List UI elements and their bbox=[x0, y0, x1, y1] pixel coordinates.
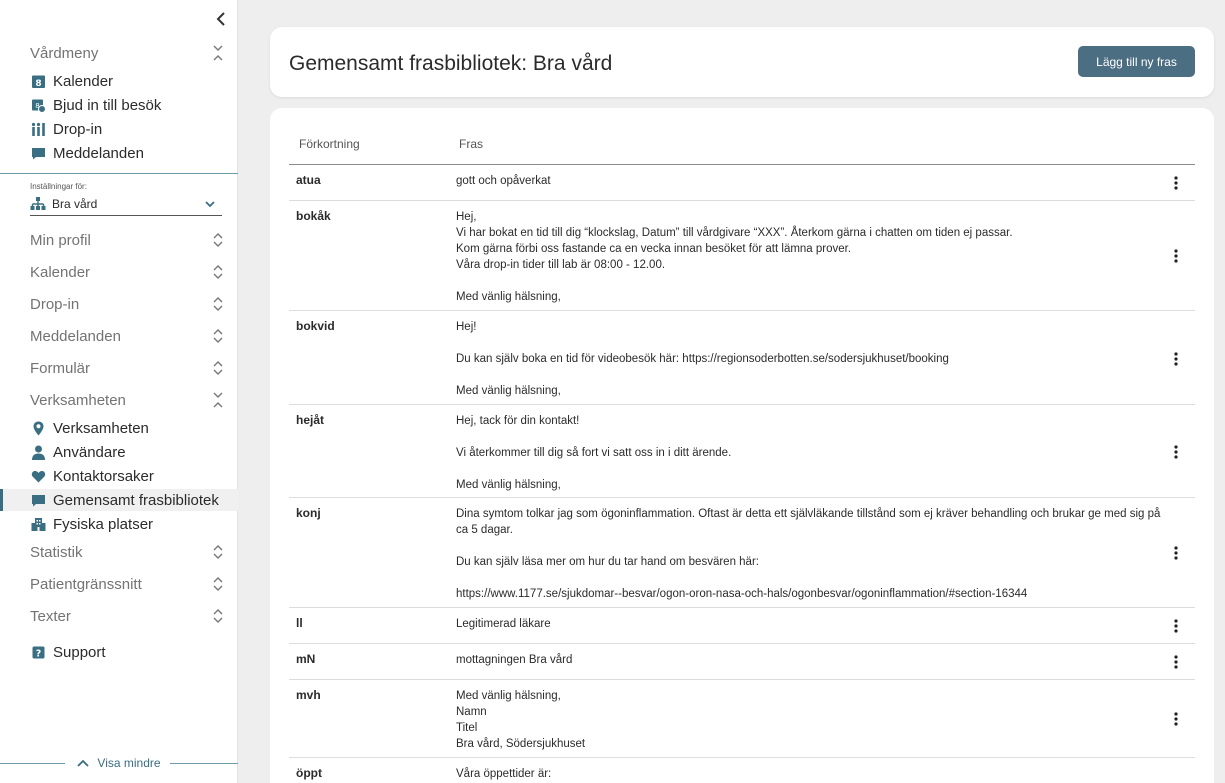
expand-chevron-icon bbox=[212, 264, 224, 280]
section-vardmeny[interactable] bbox=[30, 42, 224, 64]
nav-support-label: Support bbox=[53, 643, 106, 661]
org-tree-icon bbox=[30, 197, 46, 211]
section-texter[interactable] bbox=[30, 605, 224, 627]
nav-bjud-in[interactable] bbox=[30, 94, 161, 116]
nav-fysiska-platser-label: Fysiska platser bbox=[53, 515, 154, 533]
phrase-line bbox=[456, 273, 1168, 289]
nav-kontaktorsaker[interactable] bbox=[30, 465, 154, 487]
building-icon bbox=[30, 516, 46, 532]
row-phrase bbox=[456, 209, 1168, 305]
svg-text:8: 8 bbox=[34, 78, 42, 89]
row-abbreviation: öppt bbox=[296, 766, 322, 780]
more-options-icon[interactable] bbox=[1171, 711, 1181, 727]
chevron-down-icon bbox=[204, 198, 216, 210]
row-abbreviation: hejåt bbox=[296, 413, 325, 427]
phrase-line: Du kan själv boka en tid för videobesök här: https://regionsoderbotten.se/sodersjukhuset/booking bbox=[456, 353, 949, 365]
phrase-line: Hej, tack för din kontakt! bbox=[456, 415, 580, 427]
more-options-icon[interactable] bbox=[1171, 545, 1181, 561]
nav-gemensamt-frasbibliotek[interactable] bbox=[0, 489, 238, 511]
section-meddelanden-label: Meddelanden bbox=[30, 327, 121, 345]
phrase-line: gott och opåverkat bbox=[456, 175, 551, 187]
more-options-icon[interactable] bbox=[1171, 444, 1181, 460]
table-row[interactable] bbox=[289, 680, 1195, 758]
divider bbox=[170, 763, 238, 764]
phrase-line: Titel bbox=[456, 722, 478, 734]
chevron-up-icon bbox=[77, 759, 89, 767]
add-phrase-button[interactable]: Lägg till ny fras bbox=[1078, 46, 1195, 77]
phrase-line: Med vänlig hälsning, bbox=[456, 291, 561, 303]
message-icon bbox=[30, 145, 46, 161]
phrase-line: Du kan själv läsa mer om hur du tar hand om besvären här: bbox=[456, 556, 759, 568]
phrase-line bbox=[456, 461, 1168, 477]
table-row[interactable] bbox=[289, 758, 1195, 783]
table-row[interactable] bbox=[289, 405, 1195, 498]
show-less-label: Visa mindre bbox=[97, 756, 161, 770]
section-formular[interactable] bbox=[30, 357, 224, 379]
more-options-icon[interactable] bbox=[1171, 654, 1181, 670]
column-header-phrase[interactable]: Fras bbox=[459, 137, 483, 151]
phrase-line: Våra öppettider är: bbox=[456, 768, 552, 780]
more-options-icon[interactable] bbox=[1171, 351, 1181, 367]
location-icon bbox=[30, 420, 46, 436]
section-drop-in[interactable] bbox=[30, 293, 224, 315]
nav-meddelanden[interactable] bbox=[30, 142, 144, 164]
message-icon bbox=[30, 492, 46, 508]
svg-text:?: ? bbox=[35, 648, 41, 659]
section-kalender[interactable] bbox=[30, 261, 224, 283]
row-abbreviation: bokvid bbox=[296, 319, 335, 333]
expand-chevron-icon bbox=[212, 608, 224, 624]
active-indicator bbox=[0, 489, 3, 511]
more-options-icon[interactable] bbox=[1171, 248, 1181, 264]
section-meddelanden[interactable] bbox=[30, 325, 224, 347]
row-phrase bbox=[456, 506, 1168, 602]
section-patientgranssnitt-label: Patientgränssnitt bbox=[30, 575, 142, 593]
phrase-line: Dina symtom tolkar jag som ögoninflammation. Oftast är detta ett självläkande tillstånd som ej kräver behandling och brukar ge med sig på ca 5 dagar. bbox=[456, 508, 1161, 536]
section-drop-in-label: Drop-in bbox=[30, 295, 80, 313]
collapse-chevron-icon bbox=[212, 392, 224, 408]
row-phrase bbox=[456, 319, 1168, 399]
phrase-line bbox=[456, 570, 1168, 586]
sidebar bbox=[0, 0, 238, 783]
calendar-icon bbox=[30, 73, 46, 89]
nav-verksamheten-label: Verksamheten bbox=[53, 419, 149, 437]
expand-chevron-icon bbox=[212, 328, 224, 344]
phrase-line: Vi har bokat en tid till dig “klockslag, Datum” till vårdgivare “XXX”. Återkom gärna i chatten om tiden ej passar. bbox=[456, 227, 1013, 239]
nav-fysiska-platser[interactable] bbox=[30, 513, 153, 535]
nav-drop-in[interactable] bbox=[30, 118, 102, 140]
page-header bbox=[270, 27, 1214, 97]
table-row[interactable] bbox=[289, 201, 1195, 311]
row-abbreviation: mvh bbox=[296, 688, 321, 702]
page-title: Gemensamt frasbibliotek: Bra vård bbox=[289, 52, 613, 75]
collapse-sidebar-icon[interactable] bbox=[214, 11, 228, 27]
expand-chevron-icon bbox=[212, 576, 224, 592]
expand-chevron-icon bbox=[212, 360, 224, 376]
section-kalender-label: Kalender bbox=[30, 263, 91, 281]
section-texter-label: Texter bbox=[30, 607, 71, 625]
table-row[interactable] bbox=[289, 311, 1195, 405]
row-phrase bbox=[456, 688, 1168, 752]
svg-text:8: 8 bbox=[34, 101, 40, 110]
nav-kontaktorsaker-label: Kontaktorsaker bbox=[53, 467, 154, 485]
nav-kalender-label: Kalender bbox=[53, 72, 114, 90]
nav-support[interactable] bbox=[30, 641, 106, 663]
phrase-line: Våra drop-in tider till lab är 08:00 - 12.00. bbox=[456, 259, 666, 271]
section-statistik[interactable] bbox=[30, 541, 224, 563]
section-formular-label: Formulär bbox=[30, 359, 91, 377]
row-abbreviation: konj bbox=[296, 506, 321, 520]
show-less-toggle[interactable] bbox=[0, 753, 238, 773]
nav-drop-in-label: Drop-in bbox=[53, 120, 103, 138]
phrase-table bbox=[270, 108, 1214, 783]
user-icon bbox=[30, 444, 46, 460]
phrase-line: Kom gärna förbi oss fastande ca en vecka innan besöket för att lämna prover. bbox=[456, 243, 852, 255]
phrase-line bbox=[456, 429, 1168, 445]
nav-anvandare-label: Användare bbox=[53, 443, 126, 461]
section-verksamheten[interactable] bbox=[30, 389, 224, 411]
help-icon bbox=[30, 644, 46, 660]
row-phrase bbox=[456, 616, 1168, 632]
table-row[interactable] bbox=[289, 498, 1195, 608]
section-verksamheten-label: Verksamheten bbox=[30, 391, 126, 409]
nav-gemensamt-frasbibliotek-label: Gemensamt frasbibliotek bbox=[53, 491, 219, 509]
table-row[interactable] bbox=[289, 644, 1195, 680]
invite-icon bbox=[30, 97, 46, 113]
row-phrase bbox=[456, 413, 1168, 493]
phrase-line: Hej, bbox=[456, 211, 477, 223]
phrase-line: Hej! bbox=[456, 321, 477, 333]
settings-for-label: Inställningar för: bbox=[30, 182, 87, 191]
phrase-line: https://www.1177.se/sjukdomar--besvar/ogon-oron-nasa-och-hals/ogonbesvar/ogoninflammation/#section-16344 bbox=[456, 588, 1028, 600]
phrase-line bbox=[456, 335, 1168, 351]
phrase-line bbox=[456, 367, 1168, 383]
more-options-icon[interactable] bbox=[1171, 175, 1181, 191]
phrase-line: Med vänlig hälsning, bbox=[456, 479, 561, 491]
column-header-abbreviation[interactable]: Förkortning bbox=[299, 137, 360, 151]
phrase-line: Bra vård, Södersjukhuset bbox=[456, 738, 586, 750]
section-vardmeny-label: Vårdmeny bbox=[30, 44, 99, 62]
nav-bjud-in-label: Bjud in till besök bbox=[53, 96, 162, 114]
row-abbreviation: mN bbox=[296, 652, 316, 666]
row-phrase bbox=[456, 766, 1168, 782]
section-min-profil[interactable] bbox=[30, 229, 224, 251]
phrase-line: Legitimerad läkare bbox=[456, 618, 551, 630]
phrase-line: Vi återkommer till dig så fort vi satt oss in i ditt ärende. bbox=[456, 447, 732, 459]
more-options-icon[interactable] bbox=[1171, 618, 1181, 634]
phrase-line: Med vänlig hälsning, bbox=[456, 690, 561, 702]
nav-meddelanden-label: Meddelanden bbox=[53, 144, 144, 162]
phrase-line: Namn bbox=[456, 706, 487, 718]
nav-anvandare[interactable] bbox=[30, 441, 126, 463]
collapse-chevron-icon bbox=[212, 45, 224, 61]
expand-chevron-icon bbox=[212, 544, 224, 560]
phrase-line: mottagningen Bra vård bbox=[456, 654, 573, 666]
phrase-line: Med vänlig hälsning, bbox=[456, 385, 561, 397]
table-row[interactable] bbox=[289, 608, 1195, 644]
table-row[interactable] bbox=[289, 165, 1195, 201]
section-statistik-label: Statistik bbox=[30, 543, 83, 561]
divider bbox=[0, 763, 65, 764]
nav-kalender[interactable] bbox=[30, 70, 113, 92]
phrase-line bbox=[456, 538, 1168, 554]
dropin-icon bbox=[30, 121, 46, 137]
section-patientgranssnitt[interactable] bbox=[30, 573, 224, 595]
expand-chevron-icon bbox=[212, 232, 224, 248]
heart-icon bbox=[30, 468, 46, 484]
divider bbox=[0, 173, 238, 174]
nav-verksamheten[interactable] bbox=[30, 417, 149, 439]
section-min-profil-label: Min profil bbox=[30, 231, 91, 249]
unit-select-value: Bra vård bbox=[52, 196, 98, 211]
row-abbreviation: atua bbox=[296, 173, 321, 187]
row-phrase bbox=[456, 173, 1168, 189]
row-abbreviation: ll bbox=[296, 616, 303, 630]
row-phrase bbox=[456, 652, 1168, 668]
row-abbreviation: bokåk bbox=[296, 209, 331, 223]
expand-chevron-icon bbox=[212, 296, 224, 312]
unit-select[interactable] bbox=[30, 192, 222, 216]
